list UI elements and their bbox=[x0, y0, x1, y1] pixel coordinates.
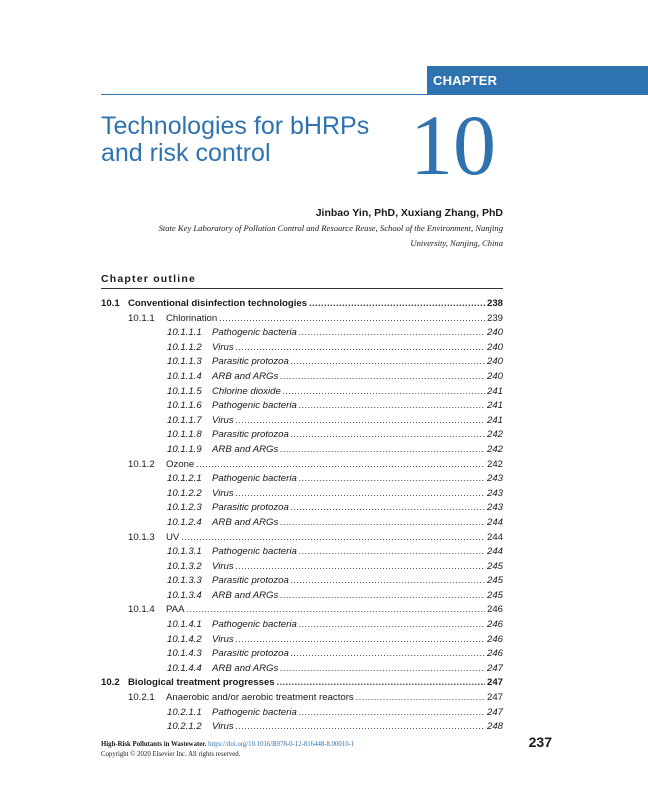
toc-entry[interactable] bbox=[101, 500, 503, 515]
toc-entry-number: 10.2.1 bbox=[128, 692, 155, 704]
toc-entry-number: 10.1.4.4 bbox=[167, 662, 202, 674]
toc-leader-dots bbox=[291, 573, 485, 588]
toc-entry-number: 10.1.2 bbox=[128, 458, 155, 470]
toc-leader-dots bbox=[299, 398, 485, 413]
toc-entry-label: Parasitic protozoa bbox=[212, 429, 289, 441]
toc-entry[interactable] bbox=[101, 413, 503, 428]
chapter-number: 10 bbox=[410, 97, 496, 193]
toc-entry-number: 10.2.1.1 bbox=[167, 706, 202, 718]
toc-leader-dots bbox=[291, 354, 485, 369]
toc-leader-dots bbox=[186, 602, 485, 617]
toc-entry-page: 248 bbox=[486, 721, 503, 733]
toc-entry-label: ARB and ARGs bbox=[212, 589, 279, 601]
toc-entry-page: 244 bbox=[486, 516, 503, 528]
toc-entry-page: 247 bbox=[486, 677, 503, 689]
toc-entry[interactable] bbox=[101, 442, 503, 457]
toc-entry-page: 241 bbox=[486, 414, 503, 426]
toc-leader-dots bbox=[280, 661, 485, 676]
toc-leader-dots bbox=[299, 705, 485, 720]
toc-entry[interactable] bbox=[101, 690, 503, 705]
toc-entry-number: 10.1.3 bbox=[128, 531, 155, 543]
affiliation-line-2: University, Nanjing, China bbox=[410, 238, 503, 248]
toc-entry-label: ARB and ARGs bbox=[212, 370, 279, 382]
toc-leader-dots bbox=[280, 588, 485, 603]
toc-leader-dots bbox=[291, 427, 485, 442]
toc-entry[interactable] bbox=[101, 719, 503, 734]
toc-leader-dots bbox=[236, 413, 485, 428]
toc-entry[interactable] bbox=[101, 427, 503, 442]
affiliation-line-1: State Key Laboratory of Pollution Control and Resource Reuse, School of the Environment, Nanjing bbox=[158, 223, 503, 233]
toc-leader-dots bbox=[219, 311, 485, 326]
toc-leader-dots bbox=[299, 471, 485, 486]
toc-entry[interactable] bbox=[101, 559, 503, 574]
toc-entry[interactable] bbox=[101, 573, 503, 588]
toc-entry-page: 245 bbox=[486, 589, 503, 601]
toc-entry-label: Virus bbox=[212, 487, 234, 499]
toc-leader-dots bbox=[236, 719, 485, 734]
toc-entry[interactable] bbox=[101, 340, 503, 355]
toc-entry-label: Pathogenic bacteria bbox=[212, 706, 297, 718]
toc-entry-number: 10.1.1.6 bbox=[167, 400, 202, 412]
toc-entry[interactable] bbox=[101, 646, 503, 661]
toc-entry-page: 240 bbox=[486, 356, 503, 368]
toc-entry-label: Pathogenic bacteria bbox=[212, 327, 297, 339]
toc-leader-dots bbox=[283, 384, 485, 399]
toc-entry[interactable] bbox=[101, 311, 503, 326]
toc-entry-number: 10.1.2.4 bbox=[167, 516, 202, 528]
toc-entry[interactable] bbox=[101, 544, 503, 559]
toc-entry[interactable] bbox=[101, 675, 503, 690]
toc-entry-label: ARB and ARGs bbox=[212, 516, 279, 528]
toc-entry-page: 240 bbox=[486, 341, 503, 353]
toc-entry-number: 10.1.4.1 bbox=[167, 619, 202, 631]
toc-leader-dots bbox=[181, 530, 485, 545]
toc-entry-label: ARB and ARGs bbox=[212, 443, 279, 455]
toc-entry-number: 10.1.3.3 bbox=[167, 575, 202, 587]
toc-entry-label: Pathogenic bacteria bbox=[212, 400, 297, 412]
toc-entry-page: 242 bbox=[486, 458, 503, 470]
book-title: High-Risk Pollutants in Wastewater. bbox=[101, 741, 207, 748]
toc-entry-number: 10.1.1.1 bbox=[167, 327, 202, 339]
toc-entry[interactable] bbox=[101, 369, 503, 384]
chapter-label-bar bbox=[427, 66, 648, 95]
toc-entry-label: Anaerobic and/or aerobic treatment reactors bbox=[166, 692, 354, 704]
toc-leader-dots bbox=[280, 442, 485, 457]
toc-entry[interactable] bbox=[101, 457, 503, 472]
toc-entry-page: 241 bbox=[486, 400, 503, 412]
toc-entry-page: 247 bbox=[486, 692, 503, 704]
toc-entry-number: 10.1.4.2 bbox=[167, 633, 202, 645]
toc-entry-label: PAA bbox=[166, 604, 185, 616]
toc-entry[interactable] bbox=[101, 384, 503, 399]
toc-entry[interactable] bbox=[101, 588, 503, 603]
toc-entry-number: 10.1.3.1 bbox=[167, 546, 202, 558]
toc-entry-number: 10.1.1.3 bbox=[167, 356, 202, 368]
toc-entry-page: 246 bbox=[486, 619, 503, 631]
toc-leader-dots bbox=[236, 340, 485, 355]
toc-leader-dots bbox=[291, 500, 485, 515]
toc-entry[interactable] bbox=[101, 617, 503, 632]
toc-entry-number: 10.1.1.8 bbox=[167, 429, 202, 441]
toc-entry-label: Pathogenic bacteria bbox=[212, 546, 297, 558]
affiliation bbox=[101, 221, 503, 251]
toc-entry-page: 243 bbox=[486, 487, 503, 499]
toc-leader-dots bbox=[277, 675, 485, 690]
toc-entry-number: 10.1.2.3 bbox=[167, 502, 202, 514]
toc-entry-number: 10.1.4.3 bbox=[167, 648, 202, 660]
toc-entry[interactable] bbox=[101, 515, 503, 530]
toc-entry[interactable] bbox=[101, 296, 503, 311]
toc-entry-label: Virus bbox=[212, 560, 234, 572]
authors: Jinbao Yin, PhD, Xuxiang Zhang, PhD bbox=[315, 207, 503, 219]
toc-entry-page: 240 bbox=[486, 370, 503, 382]
toc-entry-page: 242 bbox=[486, 443, 503, 455]
toc-entry-label: Virus bbox=[212, 414, 234, 426]
toc-entry[interactable] bbox=[101, 354, 503, 369]
toc-entry[interactable] bbox=[101, 632, 503, 647]
toc-entry-number: 10.1.2.2 bbox=[167, 487, 202, 499]
toc-entry-page: 242 bbox=[486, 429, 503, 441]
toc-entry-page: 243 bbox=[486, 502, 503, 514]
toc-entry-page: 243 bbox=[486, 473, 503, 485]
toc-entry-label: Chlorine dioxide bbox=[212, 385, 281, 397]
toc-leader-dots bbox=[309, 296, 485, 311]
toc-entry-page: 245 bbox=[486, 575, 503, 587]
toc-entry-page: 246 bbox=[486, 648, 503, 660]
toc-entry[interactable] bbox=[101, 602, 503, 617]
toc-entry-label: Parasitic protozoa bbox=[212, 648, 289, 660]
toc-entry-number: 10.1 bbox=[101, 298, 120, 309]
toc-entry-number: 10.1.1 bbox=[128, 312, 155, 324]
toc-entry-number: 10.1.1.9 bbox=[167, 443, 202, 455]
toc-entry-number: 10.1.2.1 bbox=[167, 473, 202, 485]
chapter-label: CHAPTER bbox=[433, 73, 498, 88]
toc-entry-number: 10.1.1.2 bbox=[167, 341, 202, 353]
toc-entry-number: 10.1.1.4 bbox=[167, 370, 202, 382]
toc-entry-label: Virus bbox=[212, 633, 234, 645]
toc-leader-dots bbox=[196, 457, 485, 472]
toc-leader-dots bbox=[299, 325, 485, 340]
toc-entry-page: 244 bbox=[486, 546, 503, 558]
toc-entry[interactable] bbox=[101, 471, 503, 486]
table-of-contents bbox=[101, 296, 503, 734]
toc-entry-label: Conventional disinfection technologies bbox=[128, 298, 308, 309]
toc-entry-page: 241 bbox=[486, 385, 503, 397]
toc-entry-page: 246 bbox=[486, 604, 503, 616]
footer-citation bbox=[101, 740, 354, 760]
toc-entry[interactable] bbox=[101, 398, 503, 413]
toc-entry-number: 10.1.3.4 bbox=[167, 589, 202, 601]
toc-entry-page: 238 bbox=[486, 298, 503, 309]
chapter-title-line-1: Technologies for bHRPs bbox=[101, 112, 370, 140]
toc-entry-number: 10.1.4 bbox=[128, 604, 155, 616]
toc-entry-label: Ozone bbox=[166, 458, 195, 470]
toc-entry[interactable] bbox=[101, 325, 503, 340]
toc-entry-label: Virus bbox=[212, 341, 234, 353]
toc-leader-dots bbox=[356, 690, 485, 705]
toc-entry[interactable] bbox=[101, 486, 503, 501]
toc-leader-dots bbox=[280, 515, 485, 530]
toc-entry-label: Virus bbox=[212, 721, 234, 733]
toc-entry-page: 240 bbox=[486, 327, 503, 339]
toc-entry-label: Chlorination bbox=[166, 312, 218, 324]
toc-entry-page: 245 bbox=[486, 560, 503, 572]
toc-leader-dots bbox=[280, 369, 485, 384]
toc-leader-dots bbox=[299, 617, 485, 632]
toc-entry-number: 10.1.1.7 bbox=[167, 414, 202, 426]
toc-entry-label: Parasitic protozoa bbox=[212, 356, 289, 368]
toc-entry-label: Pathogenic bacteria bbox=[212, 473, 297, 485]
toc-entry-label: Parasitic protozoa bbox=[212, 575, 289, 587]
toc-entry-page: 247 bbox=[486, 662, 503, 674]
toc-leader-dots bbox=[236, 559, 485, 574]
toc-entry-page: 246 bbox=[486, 633, 503, 645]
toc-entry-page: 247 bbox=[486, 706, 503, 718]
toc-entry-label: Pathogenic bacteria bbox=[212, 619, 297, 631]
outline-heading: Chapter outline bbox=[101, 273, 197, 285]
toc-entry-number: 10.2.1.2 bbox=[167, 721, 202, 733]
page-number: 237 bbox=[528, 734, 552, 750]
chapter-title bbox=[101, 113, 421, 167]
header-rule bbox=[101, 94, 427, 95]
toc-entry[interactable] bbox=[101, 530, 503, 545]
toc-leader-dots bbox=[291, 646, 485, 661]
chapter-title-line-2: and risk control bbox=[101, 139, 271, 167]
doi-link[interactable]: https://doi.org/10.1016/B978-0-12-816448-8.00010-1 bbox=[208, 741, 355, 748]
toc-entry-number: 10.1.1.5 bbox=[167, 385, 202, 397]
toc-entry-number: 10.1.3.2 bbox=[167, 560, 202, 572]
toc-entry[interactable] bbox=[101, 705, 503, 720]
toc-entry-page: 244 bbox=[486, 531, 503, 543]
toc-leader-dots bbox=[236, 632, 485, 647]
toc-entry-label: Biological treatment progresses bbox=[128, 677, 275, 689]
toc-leader-dots bbox=[236, 486, 485, 501]
toc-entry-number: 10.2 bbox=[101, 677, 120, 689]
toc-entry-label: ARB and ARGs bbox=[212, 662, 279, 674]
toc-entry-page: 239 bbox=[486, 312, 503, 324]
toc-entry[interactable] bbox=[101, 661, 503, 676]
toc-leader-dots bbox=[299, 544, 485, 559]
copyright: Copyright © 2020 Elsevier Inc. All rights reserved. bbox=[101, 751, 241, 758]
outline-rule bbox=[101, 288, 503, 289]
toc-entry-label: UV bbox=[166, 531, 180, 543]
toc-entry-label: Parasitic protozoa bbox=[212, 502, 289, 514]
